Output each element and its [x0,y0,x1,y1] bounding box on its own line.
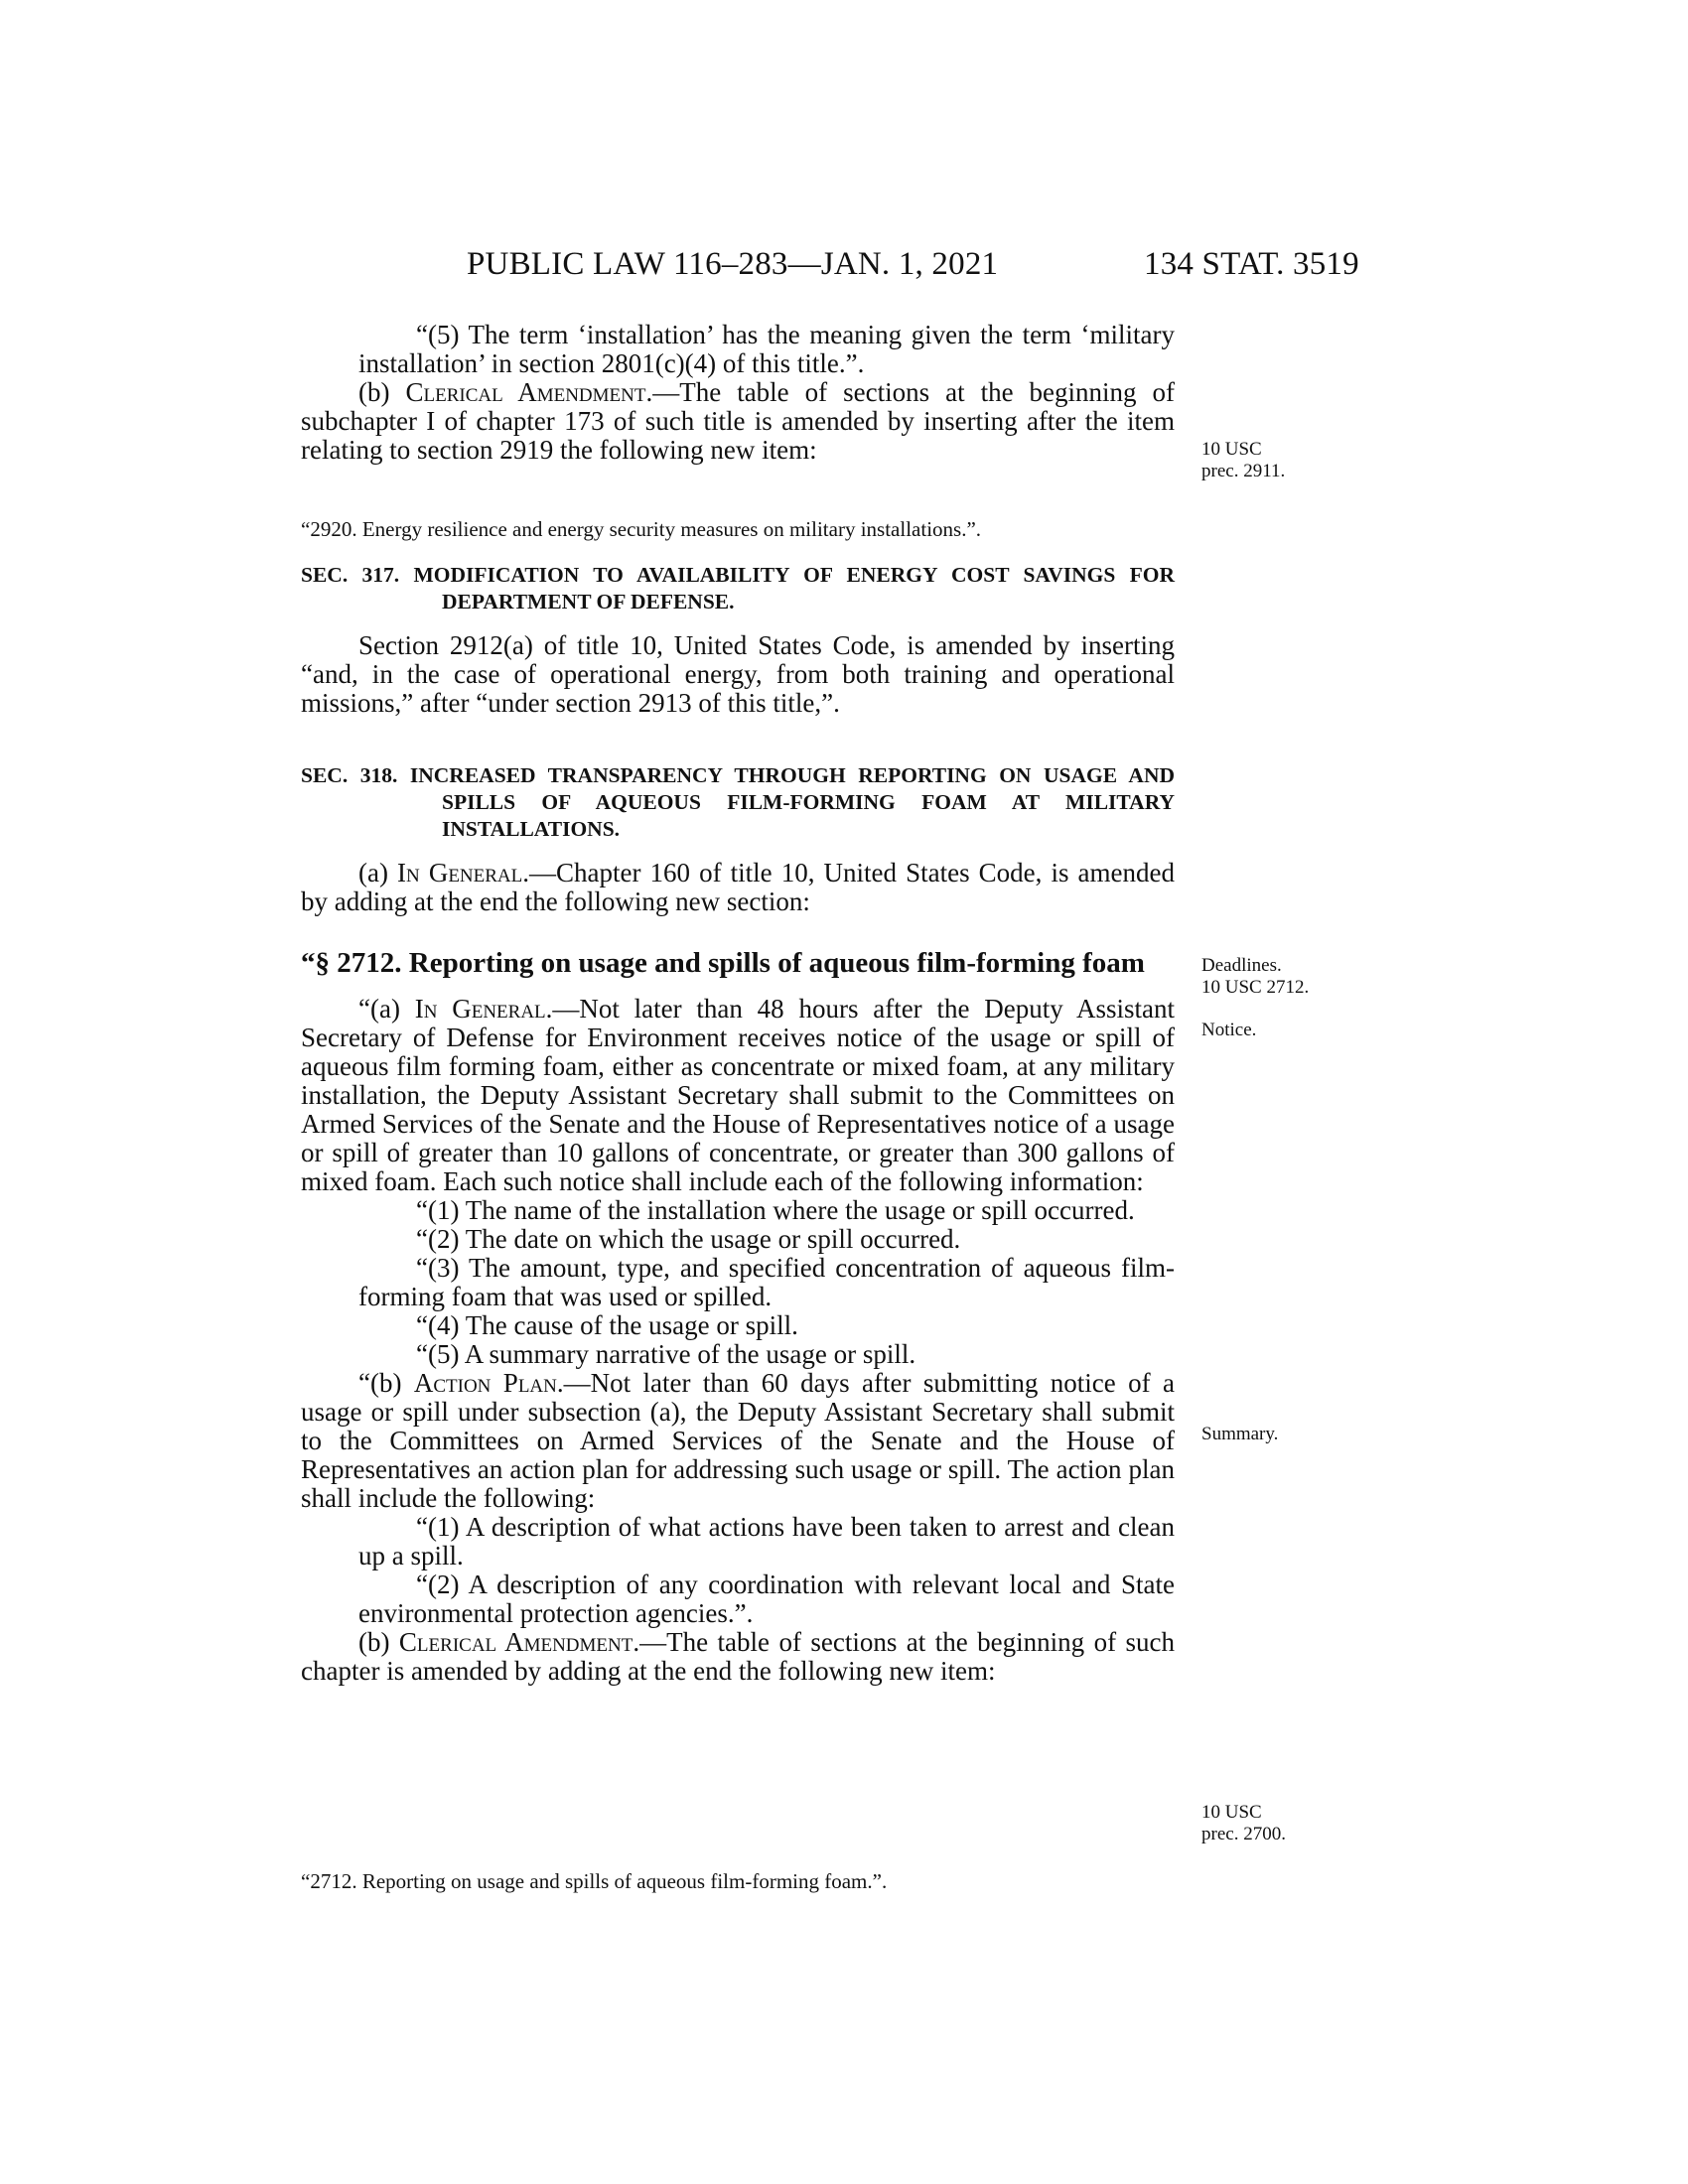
list-item-1: “(1) The name of the installation where the usage or spill occurred. [416,1195,1135,1225]
paragraph-lead: “(a) [358,994,415,1024]
subsection-heading: Clerical Amendment [398,1627,633,1657]
table-of-sections-item-2920: “2920. Energy resilience and energy security measures on military installations.”. [301,517,982,541]
section-2712-heading: “§ 2712. Reporting on usage and spills of aqueous film-forming foam [301,947,1145,979]
subsection-heading: Action Plan [413,1368,557,1398]
paragraph-lead: “(b) [358,1368,414,1398]
section-317-heading: SEC. 317. MODIFICATION TO AVAILABILITY OF ENERGY COST SAVINGS FOR DEPARTMENT OF DEFENSE. [301,563,1175,614]
section-318-heading: SEC. 318. INCREASED TRANSPARENCY THROUGH REPORTING ON USAGE AND SPILLS OF AQUEOUS FILM-FORMING FOAM AT MILITARY INSTALLATIONS. [301,763,1175,841]
paragraph-text: .—Not later than 60 days after submitting notice of a usage or spill under subsection (a), the Deputy Assistant Secretary shall submit to the Committees on Armed Services of the Senate and the House of Representatives an action plan for addressing such usage or spill. The action plan shall include the following: [301,1368,1175,1513]
margin-note-line: prec. 2911. [1201,461,1286,481]
margin-note-line: Deadlines. [1201,955,1282,976]
section-317-block [301,562,1175,718]
list-item-5: “(5) A summary narrative of the usage or spill. [416,1339,916,1369]
running-header-title: PUBLIC LAW 116–283—JAN. 1, 2021 [467,246,999,282]
action-plan-item-1: “(1) A description of what actions have been taken to arrest and clean up a spill. [358,1512,1175,1570]
paragraph-text: .—The table of sections at the beginning of subchapter I of chapter 173 of such title is amended by inserting after the item relating to section 2919 the following new item: [301,377,1176,465]
paragraph-in-general [301,859,1175,916]
margin-note-line: 10 USC [1201,439,1262,460]
paragraph-clerical-amendment-1 [301,378,1175,465]
subsection-heading: In General [414,994,546,1024]
paragraph-text: .—The table of sections at the beginning of such chapter is amended by adding at the end the following new item: [301,1627,1176,1686]
paragraph-clerical-amendment-2 [301,1628,1175,1686]
margin-note-deadlines [1201,955,1309,999]
paragraph-lead: (a) [358,858,398,887]
margin-note-line: Notice. [1201,1020,1257,1040]
paragraph-lead: (b) [358,1627,399,1657]
subsection-heading: In General [397,858,523,887]
action-plan-item-2: “(2) A description of any coordination with relevant local and State environmental protection agencies.”. [358,1570,1175,1628]
statute-page-number: 134 STAT. 3519 [1144,246,1359,282]
margin-note-line: prec. 2700. [1201,1824,1286,1844]
paragraph-text: .—Chapter 160 of title 10, United States Code, is amended by adding at the end the following new section: [301,858,1176,916]
paragraph-text: .—Not later than 48 hours after the Deputy Assistant Secretary of Defense for Environment receives notice of the usage or spill of aqueous film forming foam, either as concentrate or mixed foam, at any military installation, the Deputy Assistant Secretary shall submit to the Committees on Armed Services of the Senate and the House of Representatives notice of a usage or spill of greater than 10 gallons of concentrate, or greater than 300 gallons of mixed foam. Each such notice shall include each of the following information: [301,994,1175,1196]
body-text-block-1 [301,321,1175,465]
margin-note-usc-2700 [1201,1802,1286,1845]
subsection-heading: Clerical Amendment [405,377,646,407]
margin-note-line: Summary. [1201,1424,1279,1444]
margin-note-summary [1201,1424,1278,1445]
list-item-2: “(2) The date on which the usage or spill occurred. [416,1224,961,1254]
paragraph-installation-definition: “(5) The term ‘installation’ has the meaning given the term ‘military installation’ in section 2801(c)(4) of this title.”. [358,320,1175,378]
margin-note-usc-2911 [1201,439,1285,482]
list-item-3: “(3) The amount, type, and specified concentration of aqueous film-forming foam that was used or spilled. [358,1253,1175,1311]
margin-note-line: 10 USC 2712. [1201,977,1310,998]
paragraph-lead: (b) [358,377,406,407]
table-of-sections-item-2712: “2712. Reporting on usage and spills of aqueous film-forming foam.”. [301,1869,888,1893]
new-section-2712-block [301,948,1175,1686]
list-item-4: “(4) The cause of the usage or spill. [416,1310,798,1340]
paragraph-section-2912: Section 2912(a) of title 10, United States Code, is amended by inserting “and, in the case of operational energy, from both training and operational missions,” after “under section 2913 of this title,”. [301,630,1175,718]
margin-note-line: 10 USC [1201,1802,1262,1823]
paragraph-action-plan [301,1369,1175,1513]
paragraph-2712-in-general [301,995,1175,1196]
section-318-block [301,762,1175,916]
margin-note-notice [1201,1020,1256,1041]
